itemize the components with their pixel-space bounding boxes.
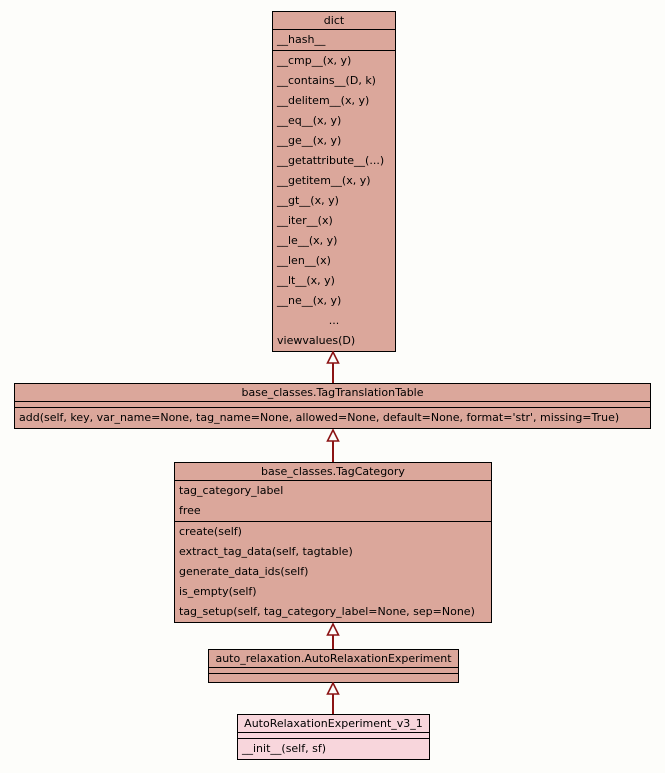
method-row: __ge__(x, y)	[277, 134, 342, 147]
method-row: __gt__(x, y)	[277, 194, 339, 207]
methods-section	[273, 51, 395, 351]
class-title: base_classes.TagCategory	[175, 463, 491, 481]
inheritance-arrow	[325, 429, 341, 462]
class-box-autorelaxationexperiment	[208, 649, 459, 683]
class-title: dict	[273, 12, 395, 30]
method-row: generate_data_ids(self)	[179, 565, 309, 578]
method-row: __eq__(x, y)	[277, 114, 342, 127]
method-row: extract_tag_data(self, tagtable)	[179, 545, 353, 558]
method-row: __getattribute__(...)	[277, 154, 385, 167]
method-row: create(self)	[179, 525, 242, 538]
method-row: __lt__(x, y)	[277, 274, 335, 287]
class-box-autorelaxationexperiment-v3-1	[237, 714, 430, 760]
inheritance-arrow	[325, 623, 341, 649]
methods-section	[209, 674, 458, 682]
class-box-dict	[272, 11, 396, 352]
class-box-tagcategory	[174, 462, 492, 623]
method-row: __len__(x)	[277, 254, 331, 267]
method-row: __le__(x, y)	[277, 234, 338, 247]
attribute-row: tag_category_label	[179, 484, 284, 497]
method-row: __cmp__(x, y)	[277, 54, 352, 67]
attribute-row: __hash__	[277, 33, 326, 46]
truncation-ellipsis: ...	[328, 314, 340, 327]
class-title: base_classes.TagTranslationTable	[15, 384, 650, 402]
methods-section	[175, 522, 491, 622]
attributes-section	[175, 481, 491, 522]
method-row: viewvalues(D)	[277, 334, 356, 347]
method-row: __getitem__(x, y)	[277, 174, 371, 187]
class-title: AutoRelaxationExperiment_v3_1	[238, 715, 429, 733]
methods-section	[15, 408, 650, 428]
attributes-section	[273, 30, 395, 51]
attribute-row: free	[179, 504, 201, 517]
methods-section	[238, 739, 429, 759]
inheritance-arrow	[325, 682, 341, 714]
method-row: add(self, key, var_name=None, tag_name=None, allowed=None, default=None, format='str', missing=True)	[19, 411, 620, 424]
method-row: __init__(self, sf)	[242, 742, 327, 755]
inheritance-arrow	[325, 351, 341, 383]
method-row: __delitem__(x, y)	[277, 94, 370, 107]
method-row: __contains__(D, k)	[277, 74, 376, 87]
method-row: is_empty(self)	[179, 585, 257, 598]
method-row: __ne__(x, y)	[277, 294, 342, 307]
method-row: __iter__(x)	[277, 214, 333, 227]
class-box-tagtranslationtable	[14, 383, 651, 429]
class-title: auto_relaxation.AutoRelaxationExperiment	[209, 650, 458, 668]
method-row: tag_setup(self, tag_category_label=None, sep=None)	[179, 605, 475, 618]
